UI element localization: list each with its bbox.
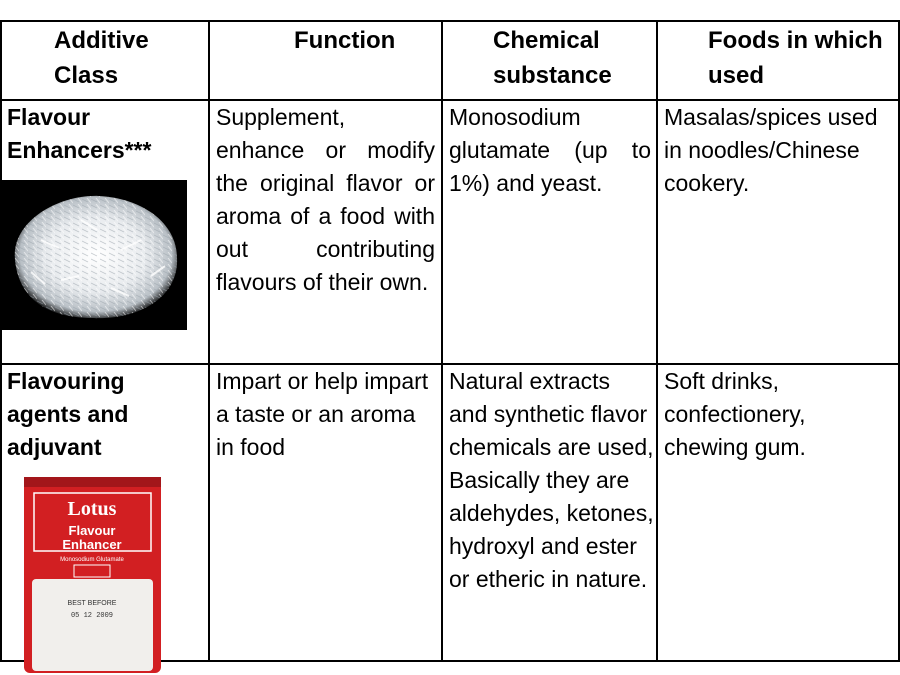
packet-line2-text: Enhancer — [62, 537, 122, 552]
header-function: Function — [294, 27, 396, 54]
packet-date-text: 05 12 2009 — [70, 612, 114, 620]
row1-function: Supplement, enhance or modify the original flavor or aroma of a food with out contributing flavours of their own. — [216, 104, 435, 295]
table-border-left — [0, 20, 2, 662]
table-border-col3 — [656, 20, 658, 662]
row1-foods: Masalas/spices used in noodles/Chinese cookery. — [664, 104, 878, 196]
row2-function: Impart or help impart a taste or an aroma in food — [216, 368, 429, 460]
packet-subtitle-text: Monosodium Glutamate — [60, 557, 124, 563]
packet-best-before-text: BEST BEFORE — [67, 600, 117, 607]
header-additive-class: Additive Class — [54, 27, 149, 89]
header-foods-used: Foods in which used — [708, 27, 883, 89]
flavour-enhancer-packet-photo — [20, 475, 165, 675]
table-border-col2 — [441, 20, 443, 662]
header-chemical-substance: Chemical substance — [493, 27, 612, 89]
row1-additive-class: Flavour Enhancers*** — [7, 104, 152, 163]
msg-crystals-photo — [1, 180, 187, 330]
row2-foods: Soft drinks, confectionery, chewing gum. — [664, 368, 806, 460]
row2-additive-class: Flavouring agents and adjuvant — [7, 368, 129, 460]
table-border-top — [0, 20, 900, 22]
packet-brand-text: Lotus — [67, 498, 117, 520]
row2-chemical: Natural extracts and synthetic flavor chemicals are used, Basically they are aldehydes, ketones, hydroxyl and ester or etheric in nature. — [449, 368, 654, 592]
packet-line1-text: Flavour — [68, 523, 116, 538]
row1-chemical: Monosodium glutamate (up to 1%) and yeast. — [449, 104, 651, 196]
table-border-col1 — [208, 20, 210, 662]
